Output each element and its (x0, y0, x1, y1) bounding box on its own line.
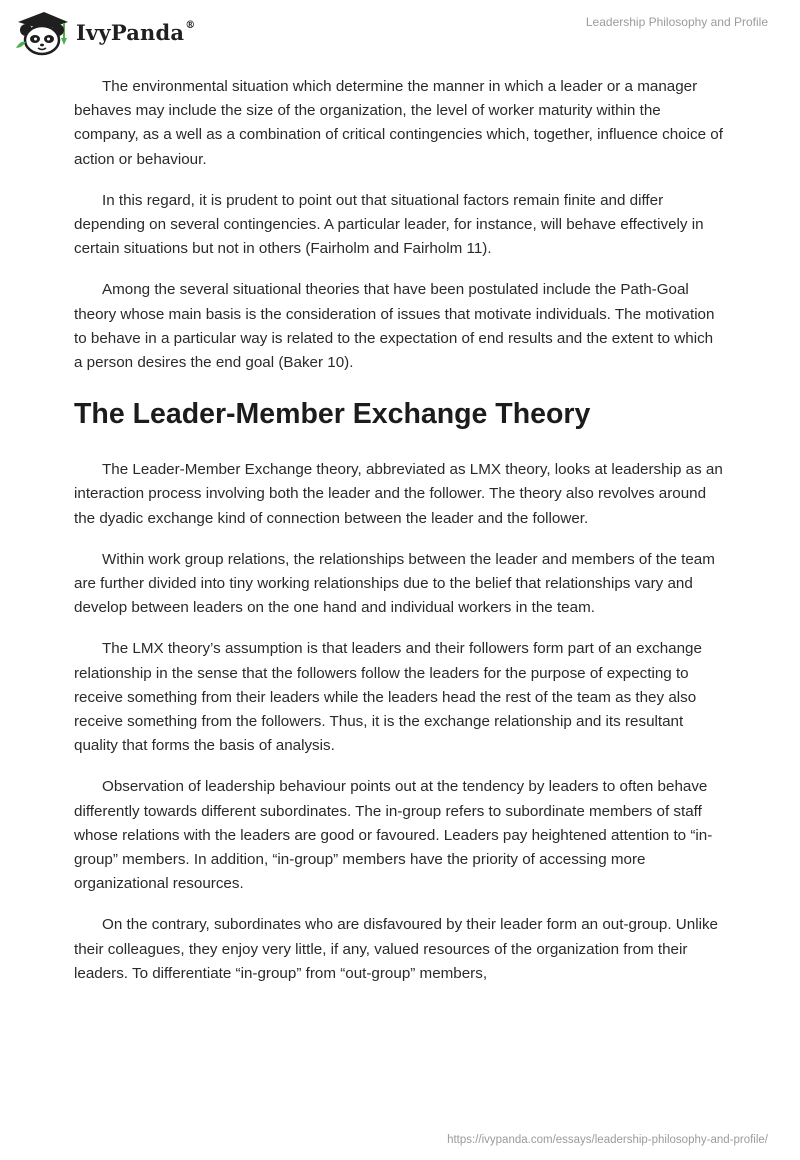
registered-mark: ® (185, 19, 196, 31)
document-title: Leadership Philosophy and Profile (585, 15, 768, 29)
section-heading: The Leader-Member Exchange Theory (74, 398, 591, 431)
logo[interactable] (14, 8, 195, 56)
article-body (74, 75, 724, 1003)
paragraph-4: The Leader-Member Exchange theory, abbreviated as LMX theory, looks at leadership as an interaction process involving both the leader and the follower. The theory also revolves around the dyadic exchange kind of connection between the leader and the follower. (74, 461, 723, 527)
paragraph-7: Observation of leadership behaviour points out at the tendency by leaders to often behave differently towards different subordinates. The in-group refers to subordinate members of staff whose relations with the leaders are good or favoured. Leaders pay heightened attention to “in-group” members. In addition, “in-group” members have the priority of accessing more organizational resources. (74, 778, 713, 893)
logo-text: IvyPanda® (76, 19, 196, 45)
paragraph-6: The LMX theory’s assumption is that leaders and their followers form part of an exchange relationship in the sense that the followers follow the leaders for the purpose of expecting to receive something from their leaders while the leaders head the rest of the team as they also receive something from the followers. Thus, it is the exchange relationship and its resultant quality that forms the basis of analysis. (74, 640, 702, 755)
source-url[interactable]: https://ivypanda.com/essays/leadership-philosophy-and-profile/ (447, 1134, 768, 1146)
paragraph-2: In this regard, it is prudent to point out that situational factors remain finite and differ depending on several contingencies. A particular leader, for instance, will behave effectively in certain situations but not in others (Fairholm and Fairholm 11). (74, 191, 704, 258)
paragraph-3: Among the several situational theories that have been postulated include the Path-Goal theory whose main basis is the consideration of issues that motivate individuals. The motivation to behave in a particular way is related to the expectation of end results and the extent to which a person desires the end goal (Baker 10). (74, 281, 715, 372)
paragraph-5: Within work group relations, the relationships between the leader and members of the team are further divided into tiny working relationships due to the belief that relationships vary and develop between leaders on the one hand and individual workers in the team. (74, 550, 715, 617)
paragraph-8: On the contrary, subordinates who are disfavoured by their leader form an out-group. Unlike their colleagues, they enjoy very little, if any, valued resources of the organization from their leaders. To differentiate “in-group” from “out-group” members, (74, 916, 718, 982)
panda-graduate-icon (14, 8, 70, 56)
paragraph-1: The environmental situation which determine the manner in which a leader or a manager behaves may include the size of the organization, the level of worker maturity within the company, as a well as a combination of critical contingencies which, together, influence choice of action or behaviour. (74, 78, 723, 168)
